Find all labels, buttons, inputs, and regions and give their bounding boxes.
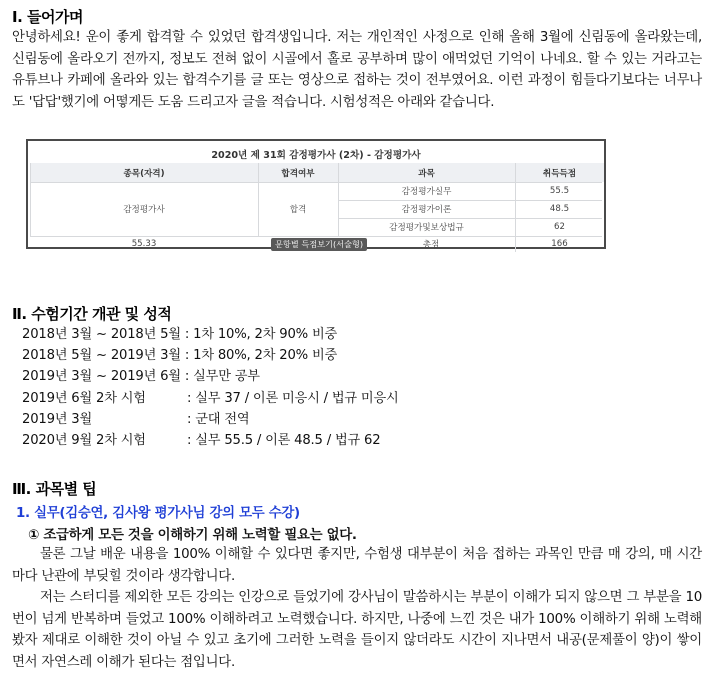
record-desc: 1차 80%, 2차 20% 비중 [193, 348, 338, 363]
header-item: 종목(자격) [30, 163, 258, 182]
table-rule [338, 200, 602, 201]
record-row: 2020년 9월 2차 시험 : 실무 55.5 / 이론 48.5 / 법규 62 [22, 430, 380, 451]
tip-point: ① 조급하게 모든 것을 이해하기 위해 노력할 필요는 없다. [28, 528, 357, 543]
table-rule [515, 163, 516, 252]
subject-cell: 감정평가실무 [401, 187, 452, 197]
header-result: 합격여부 [258, 163, 338, 182]
intro-paragraph: 안녕하세요! 운이 좋게 합격할 수 있었던 합격생입니다. 저는 개인적인 사정으로 인해 올해 3월에 신림동에 올라왔는데, 신림동에 올라오기 전까지, 정보도 전혀 없이 시골에서 홀로 공부하며 많이 애먹었던 기억이 나네요. 할 수 있는 거라고는 유튜브나 카페에 올라와 있는 합격수기를 글 또는 영상으로 접하는 것이 전부였어요. 이런 과정이 힘들다기보다는 너무나도 '답답'했기에 어떻게든 도움 드리고자 글을 적습니다. 시험성적은 아래와 같습니다. [12, 30, 702, 110]
total-label: 총점 [422, 240, 440, 250]
record-desc: 군대 전역 [195, 412, 250, 427]
score-cell: 62 [554, 222, 565, 232]
subject-cell: 감정평가이론 [401, 205, 452, 215]
result-cell: 합격 [289, 205, 307, 215]
record-row: 2019년 3월 ~ 2019년 6월 : 실무만 공부 [22, 369, 260, 384]
record-desc: 실무 37 / 이론 미응시 / 법규 미응시 [195, 391, 399, 406]
record-row: 2019년 6월 2차 시험 : 실무 37 / 이론 미응시 / 법규 미응시 [22, 388, 399, 409]
header-subject: 과목 [338, 163, 515, 182]
table-rule [338, 163, 339, 236]
table-rule [30, 236, 602, 237]
record-row: 2018년 3월 ~ 2018년 5월 : 1차 10%, 2차 90% 비중 [22, 327, 338, 342]
item-cell: 감정평가사 [123, 205, 165, 215]
header-score: 취득득점 [515, 163, 604, 182]
subject-cell: 감정평가및보상법규 [389, 223, 464, 233]
record-period: 2020년 9월 2차 시험 [22, 433, 146, 448]
total-score: 166 [551, 239, 568, 249]
record-desc: 실무 55.5 / 이론 48.5 / 법규 62 [195, 433, 381, 448]
record-row: 2019년 3월 : 군대 전역 [22, 409, 249, 430]
score-table-image [26, 139, 606, 249]
section3-heading: Ⅲ. 과목별 팁 [12, 480, 97, 498]
record-period: 2019년 3월 [22, 412, 93, 427]
table-rule [258, 163, 259, 236]
section2-heading: Ⅱ. 수험기간 개관 및 성적 [12, 305, 172, 323]
view-scores-button[interactable]: 문항별 득점보기(서술형) [271, 238, 367, 251]
score-cell: 48.5 [549, 204, 570, 214]
record-period: 2018년 3월 ~ 2018년 5월 [22, 327, 181, 342]
record-desc: 1차 10%, 2차 90% 비중 [193, 327, 338, 342]
table-rule [338, 218, 602, 219]
record-desc: 실무만 공부 [193, 369, 260, 384]
record-period: 2019년 6월 2차 시험 [22, 391, 146, 406]
record-period: 2018년 5월 ~ 2019년 3월 [22, 348, 181, 363]
average-score: 55.33 [131, 239, 157, 249]
score-cell: 55.5 [549, 186, 570, 196]
record-row: 2018년 5월 ~ 2019년 3월 : 1차 80%, 2차 20% 비중 [22, 348, 338, 363]
table-rule [30, 163, 31, 236]
tip-paragraph-2: 저는 스터디를 제외한 모든 강의는 인강으로 들었기에 강사님이 말씀하시는 부분이 이해가 되지 않으면 그 부분을 10번이 넘게 반복하며 들었고 100% 이해하려고 노력했습니다. 하지만, 나중에 느낀 것은 내가 100% 이해하기 위해 노력해봤자 제대로 이해한 것이 아닐 수 있고 초기에 그러한 노력을 들이지 않더라도 시간이 지나면서 내공(문제풀이 양)이 쌓이면서 자연스레 이해가 된다는 점입니다. [12, 590, 702, 670]
table-rule [30, 182, 602, 183]
subject-subheading: 1. 실무(김승연, 김사왕 평가사님 강의 모두 수강) [16, 506, 300, 521]
tip-paragraph-1: 물론 그날 배운 내용을 100% 이해할 수 있다면 좋지만, 수험생 대부분이 처음 접하는 과목인 만큼 매 강의, 매 시간마다 난관에 부딪힐 것이라 생각합니다. [12, 547, 702, 584]
section1-heading: Ⅰ. 들어가며 [12, 8, 83, 26]
record-period: 2019년 3월 ~ 2019년 6월 [22, 369, 181, 384]
score-table-title: 2020년 제 31회 감정평가사 (2차) - 감정평가사 [211, 150, 421, 161]
